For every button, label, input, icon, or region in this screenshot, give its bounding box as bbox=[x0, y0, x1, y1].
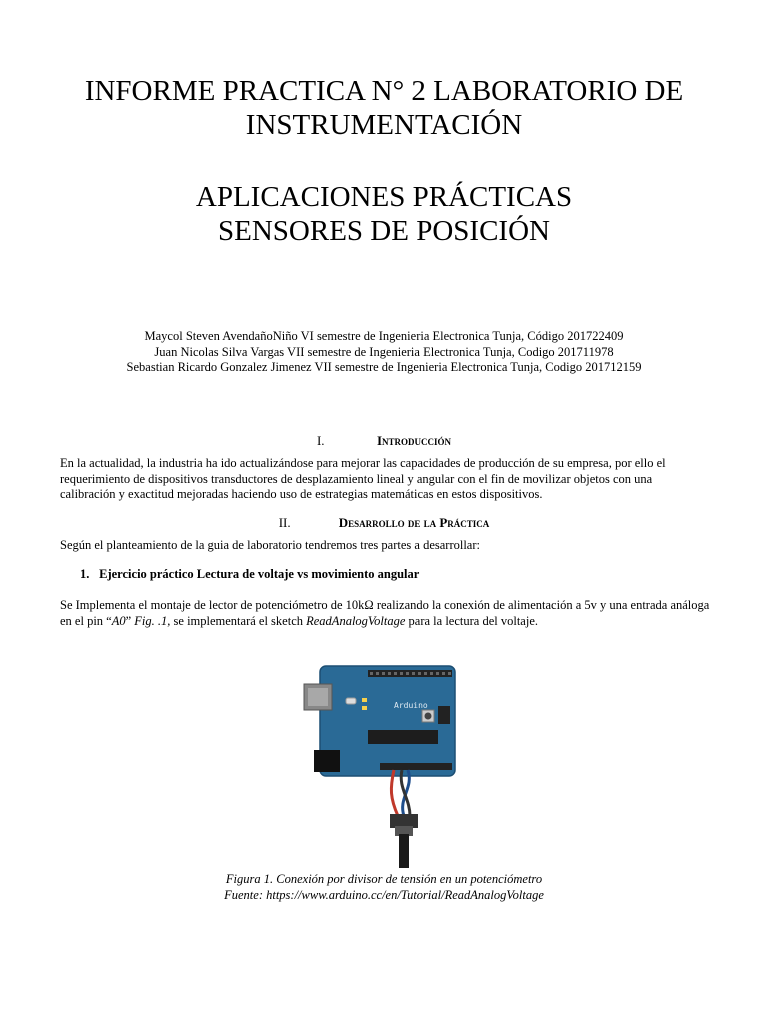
author-3: Sebastian Ricardo Gonzalez Jimenez VII semestre de Ingenieria Electronica Tunja, Codigo 201712159 bbox=[126, 360, 642, 374]
pin-name: A0 bbox=[111, 613, 126, 628]
desarrollo-paragraph: Según el planteamiento de la guia de laboratorio tendremos tres partes a desarrollar: bbox=[60, 538, 480, 552]
potentiometer-body bbox=[390, 814, 418, 828]
paper-subtitle-line-1: APLICACIONES PRÁCTICAS bbox=[195, 181, 573, 213]
section-number: II. bbox=[278, 515, 291, 530]
text-run: se implementará el sketch bbox=[170, 613, 307, 628]
caption-line-1: Figura 1. Conexión por divisor de tensión en un potenciómetro bbox=[225, 872, 543, 886]
section-number: I. bbox=[316, 433, 325, 448]
section-heading-introduccion bbox=[0, 433, 768, 449]
digital-header bbox=[368, 670, 452, 677]
potentiometer-shaft bbox=[399, 834, 409, 868]
figure-caption bbox=[0, 872, 768, 903]
text-run: Se Implementa el montaje de lector de potenciómetro de 10kΩ realizando la conexión de alimentación a 5v y una entrada análoga en el pin “ bbox=[60, 598, 710, 628]
arduino-figure bbox=[298, 658, 468, 873]
arduino-potentiometer-illustration bbox=[298, 658, 468, 873]
author-list bbox=[0, 329, 768, 376]
intro-paragraph: En la actualidad, la industria ha ido actualizándose para mejorar las capacidades de producción de su empresa, por ello el requerimiento de dispositivos transductores de desplazamiento lineal y angular con el fin de movilizar objetos con una calibración y exactitud mejoradas haciendo uso de estrategias matemáticas en estos dispositivos. bbox=[60, 456, 666, 501]
icsp-header bbox=[438, 706, 450, 724]
caption-line-2: Fuente: https://www.arduino.cc/en/Tutorial/ReadAnalogVoltage bbox=[224, 887, 544, 902]
arduino-board bbox=[320, 666, 455, 776]
author-1: Maycol Steven AvendañoNiño VI semestre de Ingenieria Electronica Tunja, Código 201722409 bbox=[144, 329, 624, 343]
text-run: para la lectura del voltaje. bbox=[405, 613, 538, 628]
wire-5v bbox=[391, 770, 398, 816]
subsection-heading bbox=[80, 567, 419, 582]
paper-title-line-2: INSTRUMENTACIÓN bbox=[245, 109, 523, 141]
subsection-number: 1. bbox=[80, 567, 90, 581]
section-title: Desarrollo de la Práctica bbox=[338, 515, 490, 530]
montaje-paragraph bbox=[60, 598, 710, 629]
author-2: Juan Nicolas Silva Vargas VII semestre de Ingenieria Electronica Tunja, Codigo 201711978 bbox=[154, 344, 614, 359]
power-jack bbox=[314, 750, 340, 772]
sketch-name: ReadAnalogVoltage bbox=[306, 613, 406, 628]
paper-subtitle-line-2: SENSORES DE POSICIÓN bbox=[218, 215, 550, 247]
analog-header bbox=[380, 763, 452, 770]
arduino-logo-text: Arduino bbox=[394, 701, 428, 710]
paper-title-line-1: INFORME PRACTICA N° 2 LABORATORIO DE bbox=[84, 75, 684, 107]
section-title: Introducción bbox=[376, 433, 452, 448]
subsection-title: Ejercicio práctico Lectura de voltaje vs movimiento angular bbox=[99, 567, 420, 581]
section-heading-desarrollo bbox=[0, 515, 768, 531]
figure-reference: Fig. .1, bbox=[134, 613, 171, 628]
microcontroller-chip bbox=[368, 730, 438, 744]
text-run: ” bbox=[125, 613, 135, 628]
